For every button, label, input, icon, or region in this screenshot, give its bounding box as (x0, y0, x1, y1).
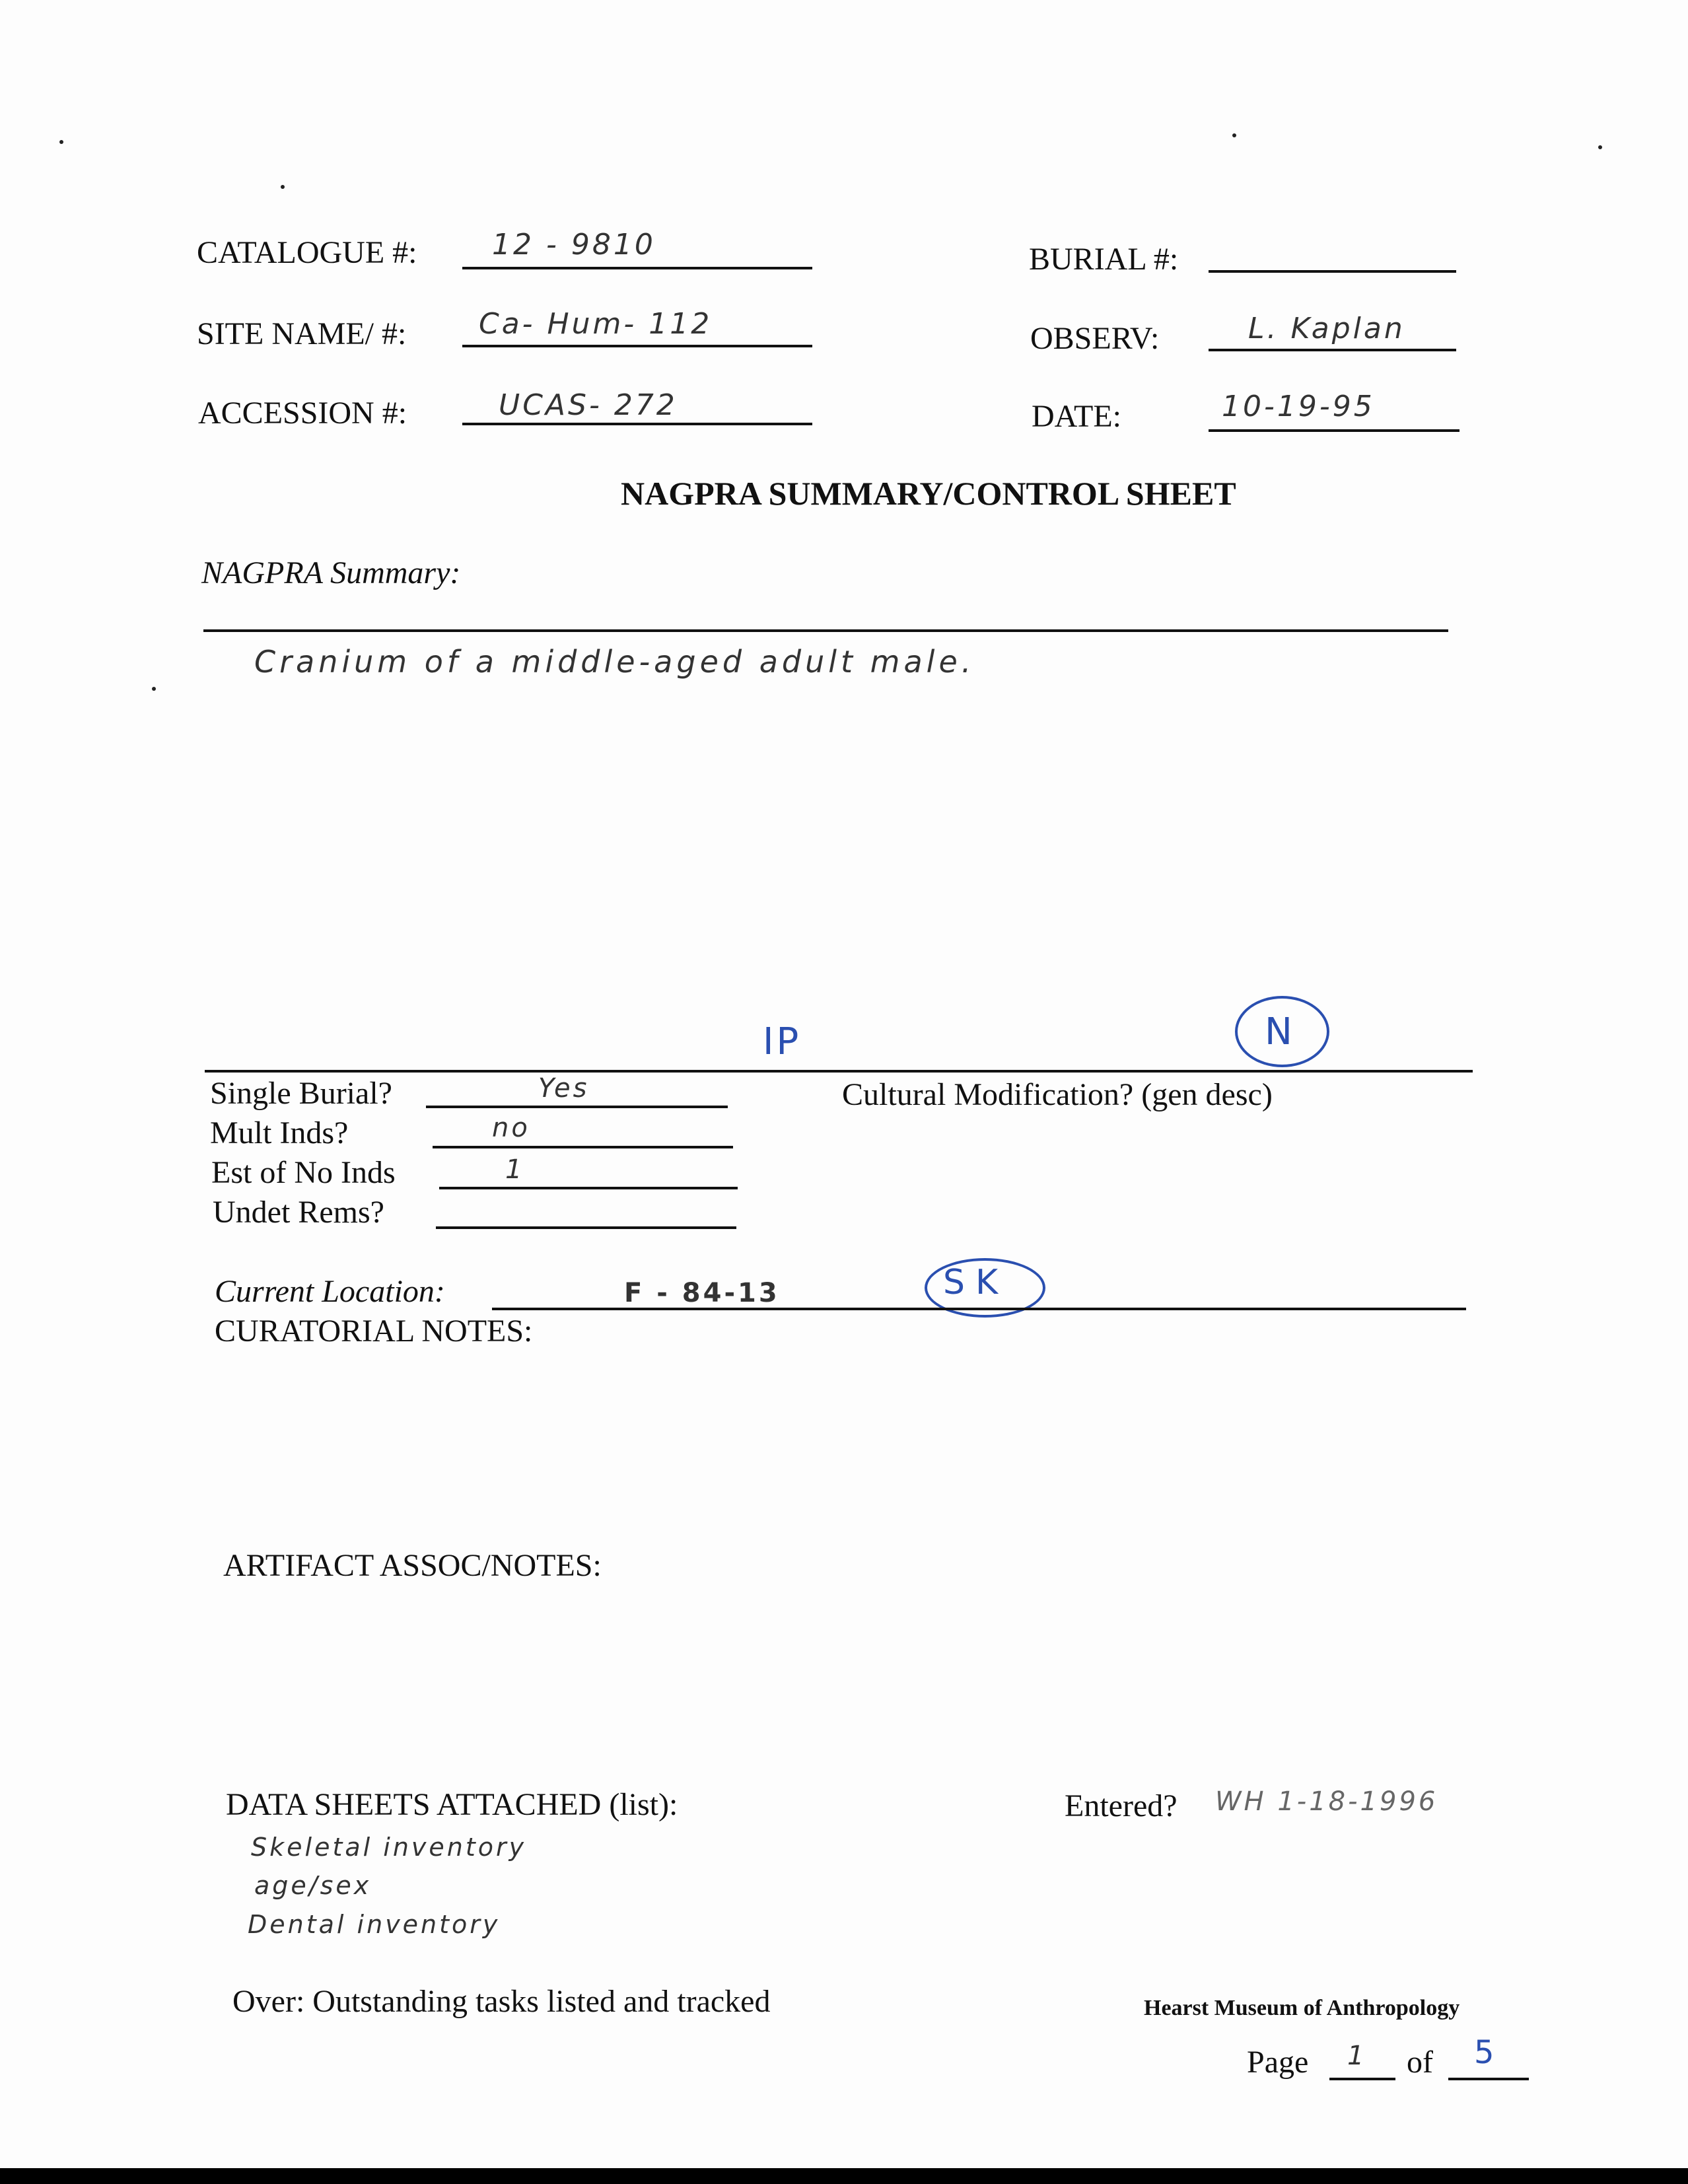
catalogue-label: CATALOGUE #: (197, 235, 417, 270)
single-burial-line (426, 1106, 728, 1108)
artifact-notes-label: ARTIFACT ASSOC/NOTES: (223, 1548, 602, 1583)
summary-label: NAGPRA Summary: (201, 555, 461, 590)
date-value: 10-19-95 (1222, 390, 1375, 423)
observer-label: OBSERV: (1030, 321, 1160, 356)
scan-bottom-edge (0, 2168, 1688, 2184)
single-burial-value: Yes (538, 1073, 590, 1104)
undet-rems-label: Undet Rems? (213, 1195, 384, 1230)
total-pages: 5 (1474, 2034, 1497, 2071)
current-location-value: F - 84-13 (624, 1278, 780, 1308)
entered-value: WH 1-18-1996 (1215, 1786, 1438, 1817)
summary-line (203, 629, 1448, 632)
accession-line (462, 423, 812, 425)
site-name-label: SITE NAME/ #: (197, 316, 407, 351)
cultural-modification-label: Cultural Modification? (gen desc) (842, 1077, 1273, 1112)
single-burial-label: Single Burial? (210, 1076, 392, 1111)
burial-section-line (205, 1070, 1473, 1073)
scan-speck (1598, 145, 1602, 149)
scan-speck (1232, 133, 1236, 137)
page-number: 1 (1347, 2041, 1367, 2071)
current-location-label: Current Location: (215, 1274, 445, 1309)
data-sheets-label: DATA SHEETS ATTACHED (list): (226, 1787, 678, 1822)
of-label: of (1407, 2045, 1433, 2080)
curatorial-notes-label: CURATORIAL NOTES: (215, 1314, 533, 1349)
scan-speck (59, 140, 63, 144)
burial-line (1209, 270, 1456, 273)
data-sheet-item: Skeletal inventory (251, 1833, 527, 1862)
accession-value: UCAS- 272 (499, 388, 678, 422)
scan-speck (152, 687, 156, 691)
date-line (1209, 429, 1459, 432)
observer-line (1209, 349, 1456, 351)
burial-label: BURIAL #: (1029, 242, 1179, 277)
est-no-inds-line (439, 1187, 738, 1189)
total-pages-line (1448, 2078, 1529, 2080)
accession-label: ACCESSION #: (198, 396, 407, 431)
current-location-line (492, 1308, 1466, 1310)
summary-text: Cranium of a middle-aged adult male. (254, 644, 975, 680)
museum-name: Hearst Museum of Anthropology (1144, 1996, 1460, 2020)
data-sheet-item: age/sex (254, 1871, 372, 1900)
data-sheet-item: Dental inventory (248, 1910, 501, 1939)
mult-inds-label: Mult Inds? (210, 1115, 349, 1150)
n-annotation: N (1265, 1010, 1292, 1053)
entered-label: Entered? (1065, 1788, 1178, 1823)
catalogue-value: 12 - 9810 (492, 228, 656, 262)
mult-inds-line (433, 1146, 733, 1148)
date-label: DATE: (1032, 399, 1121, 434)
observer-value: L. Kaplan (1248, 312, 1405, 345)
scan-speck (281, 185, 285, 189)
est-no-inds-label: Est of No Inds (211, 1155, 396, 1190)
sk-annotation: SK (943, 1263, 1009, 1302)
site-name-value: Ca- Hum- 112 (479, 307, 713, 341)
page-label: Page (1247, 2045, 1309, 2080)
est-no-inds-value: 1 (505, 1154, 525, 1185)
catalogue-line (462, 267, 812, 269)
ip-annotation: IP (763, 1020, 802, 1063)
outstanding-tasks-note: Over: Outstanding tasks listed and tracked (232, 1984, 771, 2019)
undet-rems-line (436, 1226, 736, 1229)
sheet-title: NAGPRA SUMMARY/CONTROL SHEET (621, 475, 1236, 512)
site-name-line (462, 345, 812, 347)
page-number-line (1329, 2078, 1395, 2080)
mult-inds-value: no (492, 1113, 530, 1143)
